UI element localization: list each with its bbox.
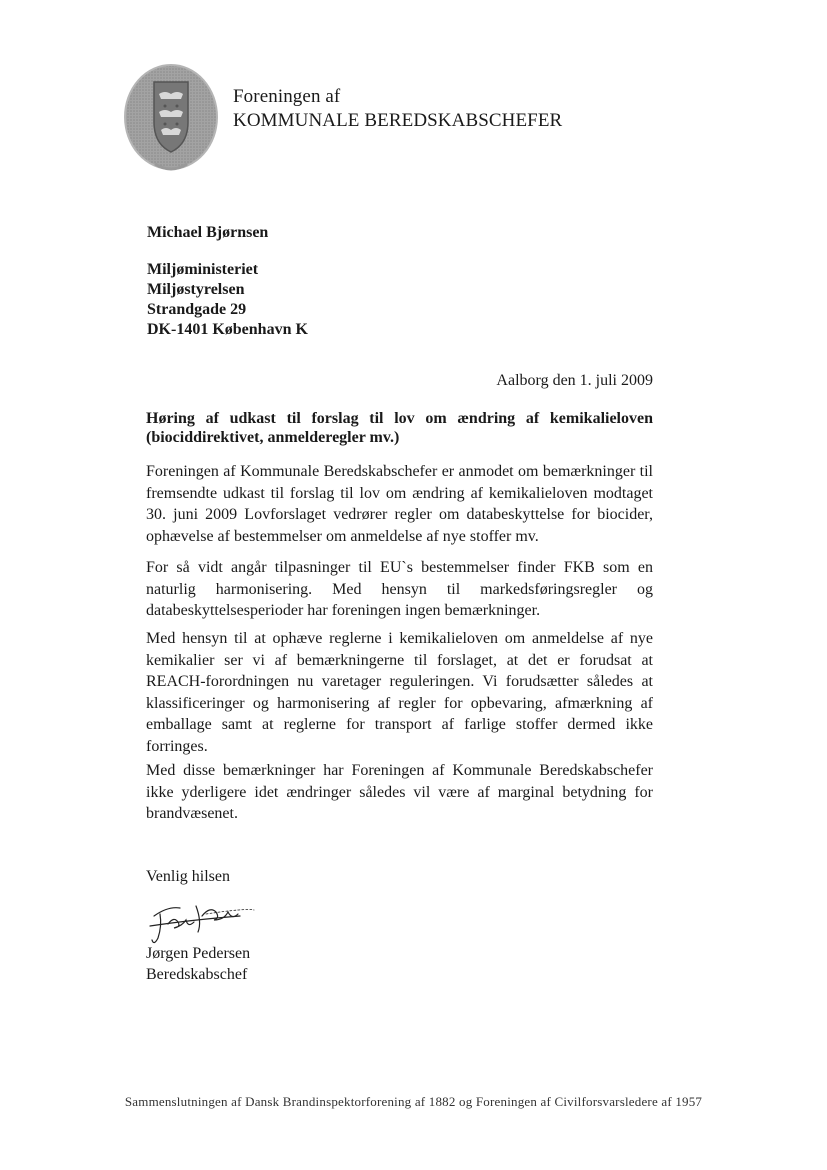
body-paragraph: Foreningen af Kommunale Beredskabschefer er anmodet om bemærkninger til fremsendte udkast til forslag til lov om ændring af kemikalieloven modtaget 30. juni 2009 Lovforslaget vedrører regler om databeskyttelse for biocider, ophævelse af bestemmelser om anmeldelse af nye stoffer mv. — [146, 463, 653, 545]
recipient-address-line: Strandgade 29 — [147, 301, 247, 318]
body-paragraph: Med hensyn til at ophæve reglerne i kemikalieloven om anmeldelse af nye kemikalier ser vi af bemærkningerne til forslaget, at det er forudsat at REACH-forordningen nu varetager reguleringen. Vi forudsætter således at klassificeringer og harmonisering af regler for opbevaring, afmærkning af emballage samt at reglerne for transport af farlige stoffer dermed ikke forringes. — [146, 630, 653, 755]
footer-text: Sammenslutningen af Dansk Brandinspektorforening af 1882 og Foreningen af Civilforsvarsledere af 1957 — [124, 1094, 703, 1109]
recipient-address-line: Miljøministeriet — [147, 261, 259, 278]
recipient-name: Michael Bjørnsen — [147, 224, 269, 241]
body-paragraph: For så vidt angår tilpasninger til EU`s bestemmelser finder FKB som en naturlig harmonisering. Med hensyn til markedsføringsregler og databeskyttelsesperioder har foreningen ingen bemærkninger. — [146, 559, 653, 619]
recipient-address-line: DK-1401 København K — [147, 321, 308, 338]
subject-line: (biociddirektivet, anmelderegler mv.) — [146, 429, 400, 446]
signer-name: Jørgen Pedersen — [146, 945, 251, 962]
association-seal-logo — [121, 62, 219, 180]
subject-line: Høring af udkast til forslag til lov om ændring af kemikalieloven — [146, 410, 653, 427]
signer-title: Beredskabschef — [146, 966, 248, 983]
letterhead-org-line2: KOMMUNALE BEREDSKABSCHEFER — [233, 110, 563, 131]
recipient-address-line: Miljøstyrelsen — [147, 281, 245, 298]
letterhead-org-line1: Foreningen af — [233, 86, 341, 107]
closing-greeting: Venlig hilsen — [146, 868, 230, 885]
body-paragraph: Med disse bemærkninger har Foreningen af Kommunale Beredskabschefer ikke yderligere idet ændringer således vil være af marginal betydning for brandvæsenet. — [146, 762, 653, 822]
date-line: Aalborg den 1. juli 2009 — [496, 372, 653, 389]
handwritten-signature — [146, 894, 256, 950]
